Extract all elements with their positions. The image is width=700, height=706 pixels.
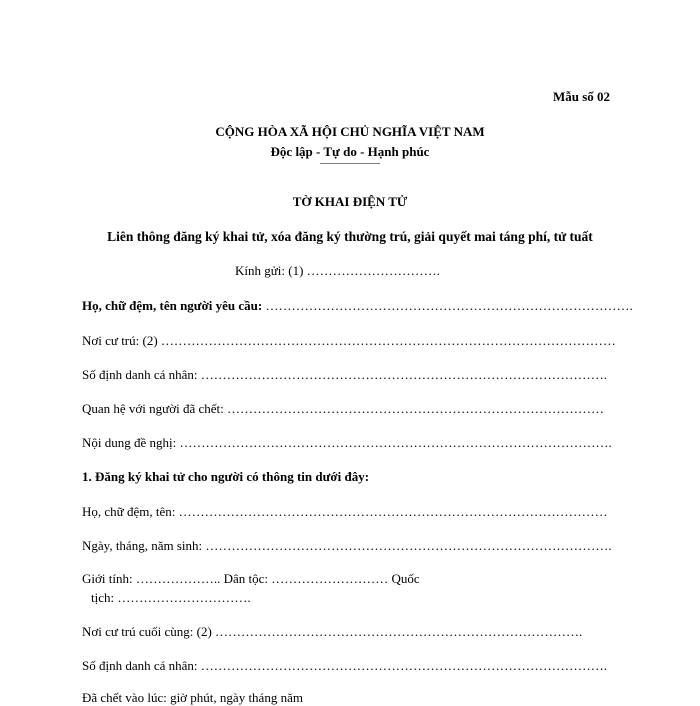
header-separator: —————— [320,158,380,169]
deceased-name-field[interactable]: Họ, chữ đệm, tên: ……………………………………………………………………………………… [82,504,608,519]
addressee-line: Kính gửi: (1) …………………………. [235,263,440,278]
request-content-field[interactable]: Nội dung đề nghị: ………………………………………………………………………………………. [82,435,612,450]
requester-id-field[interactable]: Số định danh cá nhân: …………………………………………………………………………………. [82,367,608,382]
country-name: CỘNG HÒA XÃ HỘI CHỦ NGHĨA VIỆT NAM [215,124,485,139]
deceased-id-field[interactable]: Số định danh cá nhân: …………………………………………………………………………………. [82,658,608,673]
deceased-dob-field[interactable]: Ngày, tháng, năm sinh: …………………………………………………………………………………. [82,538,612,553]
requester-residence-field[interactable]: Nơi cư trú: (2) …………………………………………………………………………………………… [82,333,616,348]
form-code: Mẫu số 02 [553,89,611,104]
requester-name-dots: …………………………………………………………………………. [265,298,633,313]
relationship-field[interactable]: Quan hệ với người đã chết: …………………………………………………………………………… [82,401,604,416]
form-title: TỜ KHAI ĐIỆN TỬ [292,194,408,209]
nationality-field[interactable]: tịch: …………………………. [91,590,251,605]
section1-heading: 1. Đăng ký khai tử cho người có thông tin dưới đây: [82,469,370,484]
requester-name-label: Họ, chữ đệm, tên người yêu cầu: [82,298,263,313]
national-motto: Độc lập - Tự do - Hạnh phúc [270,144,430,159]
death-time-field[interactable]: Đã chết vào lúc: giờ phút, ngày tháng năm [82,690,303,705]
form-subtitle: Liên thông đăng ký khai tử, xóa đăng ký thường trú, giải quyết mai táng phí, tử tuất [107,229,593,244]
requester-name-field[interactable] [82,298,633,314]
gender-ethnicity-field[interactable]: Giới tính: ……………….. Dân tộc: ……………………… Quốc [82,571,420,586]
last-residence-field[interactable]: Nơi cư trú cuối cùng: (2) …………………………………………………………………………. [82,624,583,639]
